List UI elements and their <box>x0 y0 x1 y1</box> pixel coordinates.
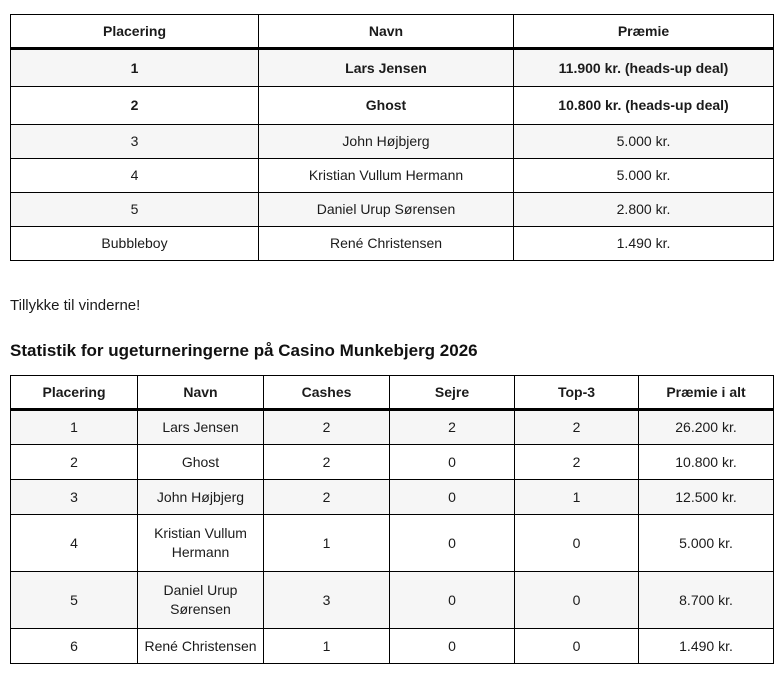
table-row <box>11 125 774 159</box>
cell-praemie-i-alt: 12.500 kr. <box>639 480 774 515</box>
cell-placering: Bubbleboy <box>11 227 259 261</box>
column-header-navn: Navn <box>259 15 514 49</box>
cell-navn: John Højbjerg <box>138 480 264 515</box>
cell-navn: John Højbjerg <box>259 125 514 159</box>
cell-praemie: 11.900 kr. (heads-up deal) <box>514 49 774 87</box>
cell-praemie: 10.800 kr. (heads-up deal) <box>514 87 774 125</box>
column-header-sejre: Sejre <box>390 376 515 410</box>
cell-sejre: 0 <box>390 572 515 629</box>
cell-sejre: 0 <box>390 480 515 515</box>
cell-praemie-i-alt: 5.000 kr. <box>639 515 774 572</box>
table-row <box>11 445 774 480</box>
cell-praemie: 5.000 kr. <box>514 159 774 193</box>
cell-top3: 0 <box>515 572 639 629</box>
column-header-cashes: Cashes <box>264 376 390 410</box>
table-row <box>11 480 774 515</box>
stats-header-row <box>11 376 774 410</box>
cell-top3: 1 <box>515 480 639 515</box>
cell-sejre: 0 <box>390 445 515 480</box>
cell-placering: 5 <box>11 193 259 227</box>
cell-praemie: 5.000 kr. <box>514 125 774 159</box>
cell-praemie-i-alt: 26.200 kr. <box>639 410 774 445</box>
cell-praemie: 1.490 kr. <box>514 227 774 261</box>
table-row <box>11 227 774 261</box>
cell-placering: 3 <box>11 480 138 515</box>
cell-cashes: 1 <box>264 515 390 572</box>
cell-placering: 6 <box>11 629 138 664</box>
cell-placering: 2 <box>11 445 138 480</box>
cell-navn: Kristian Vullum Hermann <box>138 515 264 572</box>
cell-navn: Daniel Urup Sørensen <box>259 193 514 227</box>
cell-sejre: 2 <box>390 410 515 445</box>
cell-top3: 0 <box>515 515 639 572</box>
table-row <box>11 572 774 629</box>
cell-placering: 2 <box>11 87 259 125</box>
stats-heading: Statistik for ugeturneringerne på Casino Munkebjerg 2026 <box>10 341 478 360</box>
cell-praemie-i-alt: 1.490 kr. <box>639 629 774 664</box>
cell-cashes: 2 <box>264 410 390 445</box>
table-row <box>11 159 774 193</box>
results-table <box>10 14 774 261</box>
cell-navn: Lars Jensen <box>138 410 264 445</box>
column-header-praemie: Præmie <box>514 15 774 49</box>
table-row <box>11 410 774 445</box>
cell-navn: Ghost <box>138 445 264 480</box>
cell-praemie-i-alt: 8.700 kr. <box>639 572 774 629</box>
cell-cashes: 2 <box>264 480 390 515</box>
cell-cashes: 2 <box>264 445 390 480</box>
cell-sejre: 0 <box>390 515 515 572</box>
cell-navn: Lars Jensen <box>259 49 514 87</box>
cell-cashes: 3 <box>264 572 390 629</box>
cell-placering: 1 <box>11 410 138 445</box>
column-header-navn: Navn <box>138 376 264 410</box>
cell-navn: Kristian Vullum Hermann <box>259 159 514 193</box>
results-header-row <box>11 15 774 49</box>
cell-cashes: 1 <box>264 629 390 664</box>
table-row <box>11 629 774 664</box>
table-row <box>11 49 774 87</box>
cell-top3: 0 <box>515 629 639 664</box>
column-header-praemie-i-alt: Præmie i alt <box>639 376 774 410</box>
table-row <box>11 87 774 125</box>
cell-placering: 4 <box>11 159 259 193</box>
cell-sejre: 0 <box>390 629 515 664</box>
cell-praemie: 2.800 kr. <box>514 193 774 227</box>
cell-navn: Daniel Urup Sørensen <box>138 572 264 629</box>
cell-praemie-i-alt: 10.800 kr. <box>639 445 774 480</box>
column-header-placering: Placering <box>11 376 138 410</box>
cell-top3: 2 <box>515 445 639 480</box>
cell-placering: 1 <box>11 49 259 87</box>
cell-placering: 4 <box>11 515 138 572</box>
stats-table <box>10 375 774 664</box>
cell-top3: 2 <box>515 410 639 445</box>
cell-navn: René Christensen <box>138 629 264 664</box>
column-header-top3: Top-3 <box>515 376 639 410</box>
cell-placering: 5 <box>11 572 138 629</box>
cell-navn: Ghost <box>259 87 514 125</box>
column-header-placering: Placering <box>11 15 259 49</box>
table-row <box>11 515 774 572</box>
congrats-text: Tillykke til vinderne! <box>10 297 141 314</box>
cell-placering: 3 <box>11 125 259 159</box>
cell-navn: René Christensen <box>259 227 514 261</box>
table-row <box>11 193 774 227</box>
